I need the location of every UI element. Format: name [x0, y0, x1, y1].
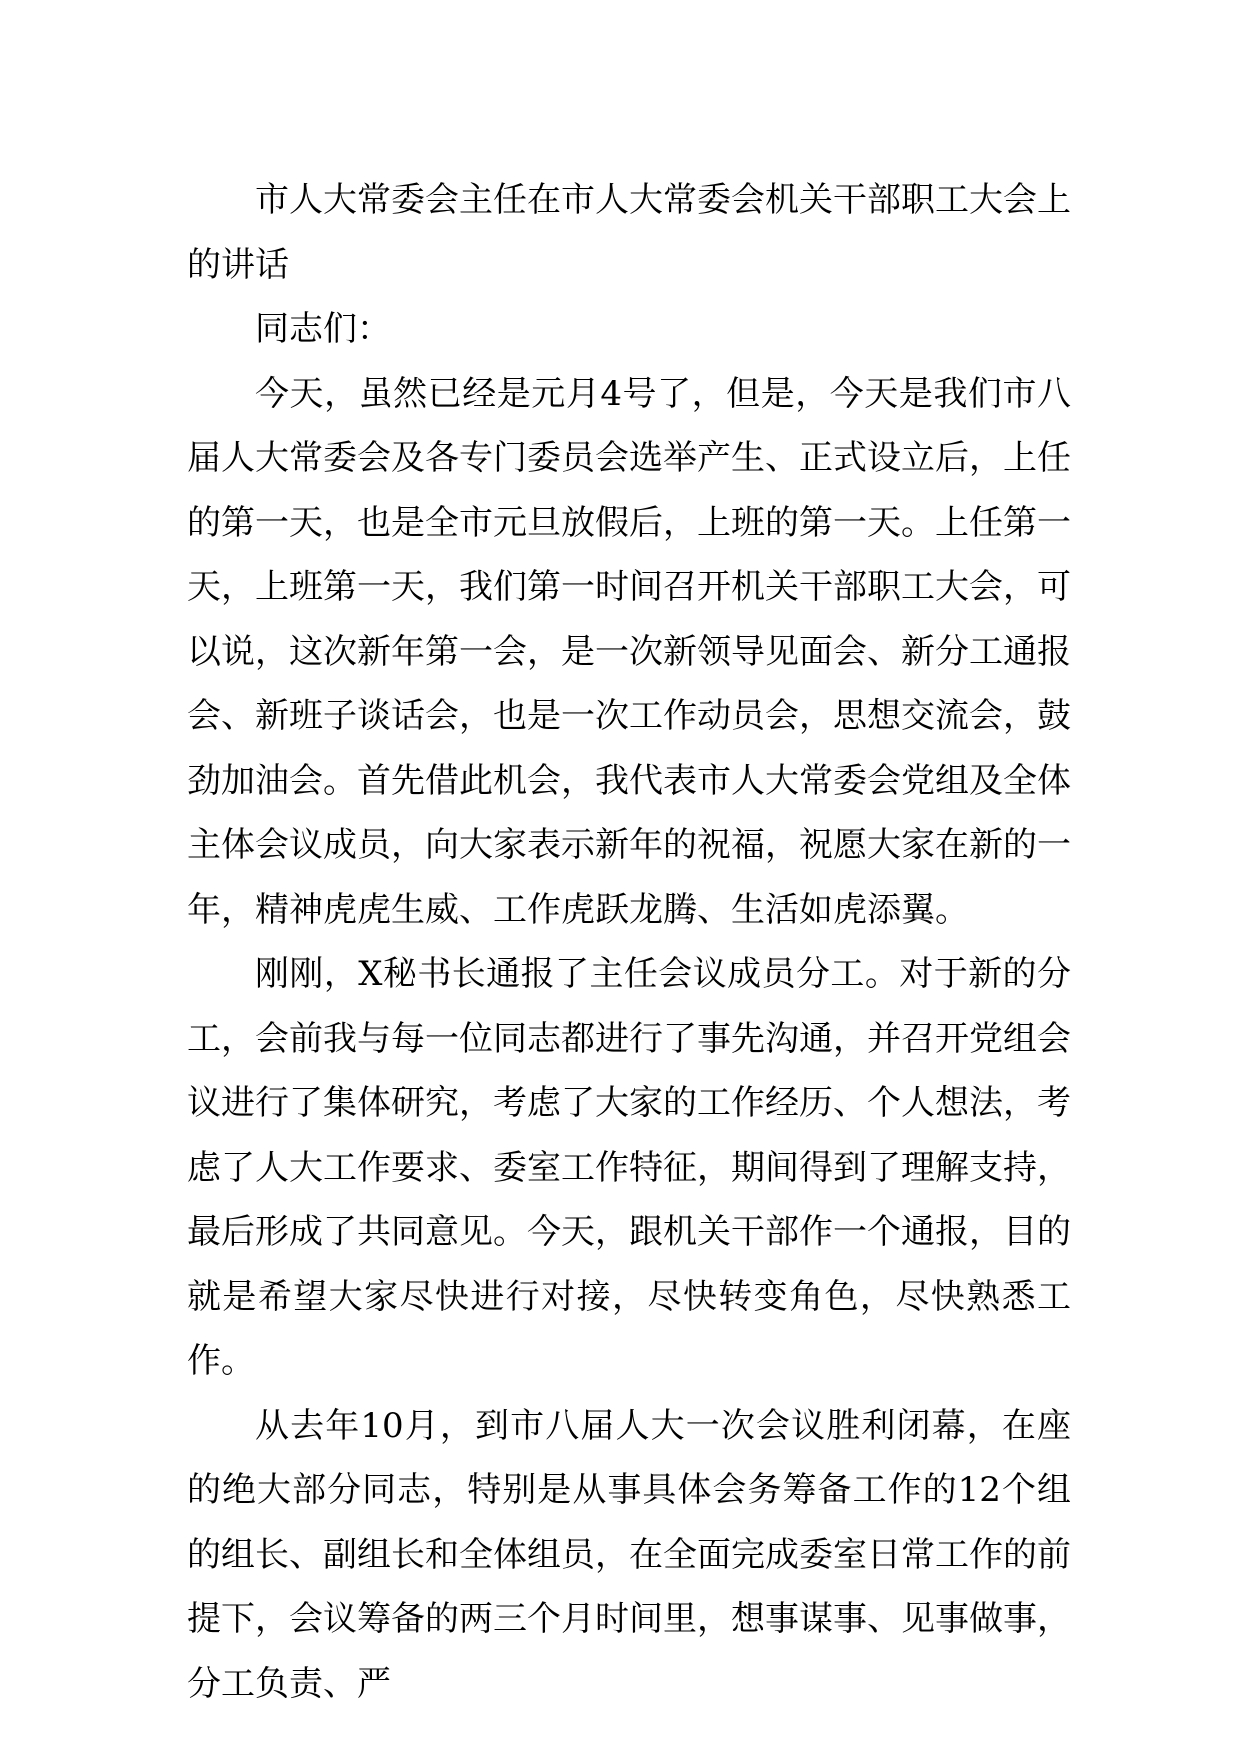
salutation: 同志们：: [255, 309, 391, 349]
document-body: [187, 168, 1071, 1716]
document-title: 市人大常委会主任在市人大常委会机关干部职工大会上的讲话: [187, 180, 1071, 285]
paragraph-3: 从去年10月，到市八届人大一次会议胜利闭幕，在座的绝大部分同志，特别是从事具体会务筹备工作的12个组的组长、副组长和全体组员，在全面完成委室日常工作的前提下，会议筹备的两三个月时间里，想事谋事、见事做事，分工负责、严: [187, 1405, 1071, 1704]
paragraph-1: 今天，虽然已经是元月4号了，但是，今天是我们市八届人大常委会及各专门委员会选举产生、正式设立后，上任的第一天，也是全市元旦放假后，上班的第一天。上任第一天，上班第一天，我们第一时间召开机关干部职工大会，可以说，这次新年第一会，是一次新领导见面会、新分工通报会、新班子谈话会，也是一次工作动员会，思想交流会，鼓劲加油会。首先借此机会，我代表市人大常委会党组及全体主体会议成员，向大家表示新年的祝福，祝愿大家在新的一年，精神虎虎生威、工作虎跃龙腾、生活如虎添翼。: [187, 373, 1071, 930]
paragraph-2: 刚刚，X秘书长通报了主任会议成员分工。对于新的分工，会前我与每一位同志都进行了事先沟通，并召开党组会议进行了集体研究，考虑了大家的工作经历、个人想法，考虑了人大工作要求、委室工作特征，期间得到了理解支持，最后形成了共同意见。今天，跟机关干部作一个通报，目的就是希望大家尽快进行对接，尽快转变角色，尽快熟悉工作。: [187, 954, 1071, 1381]
